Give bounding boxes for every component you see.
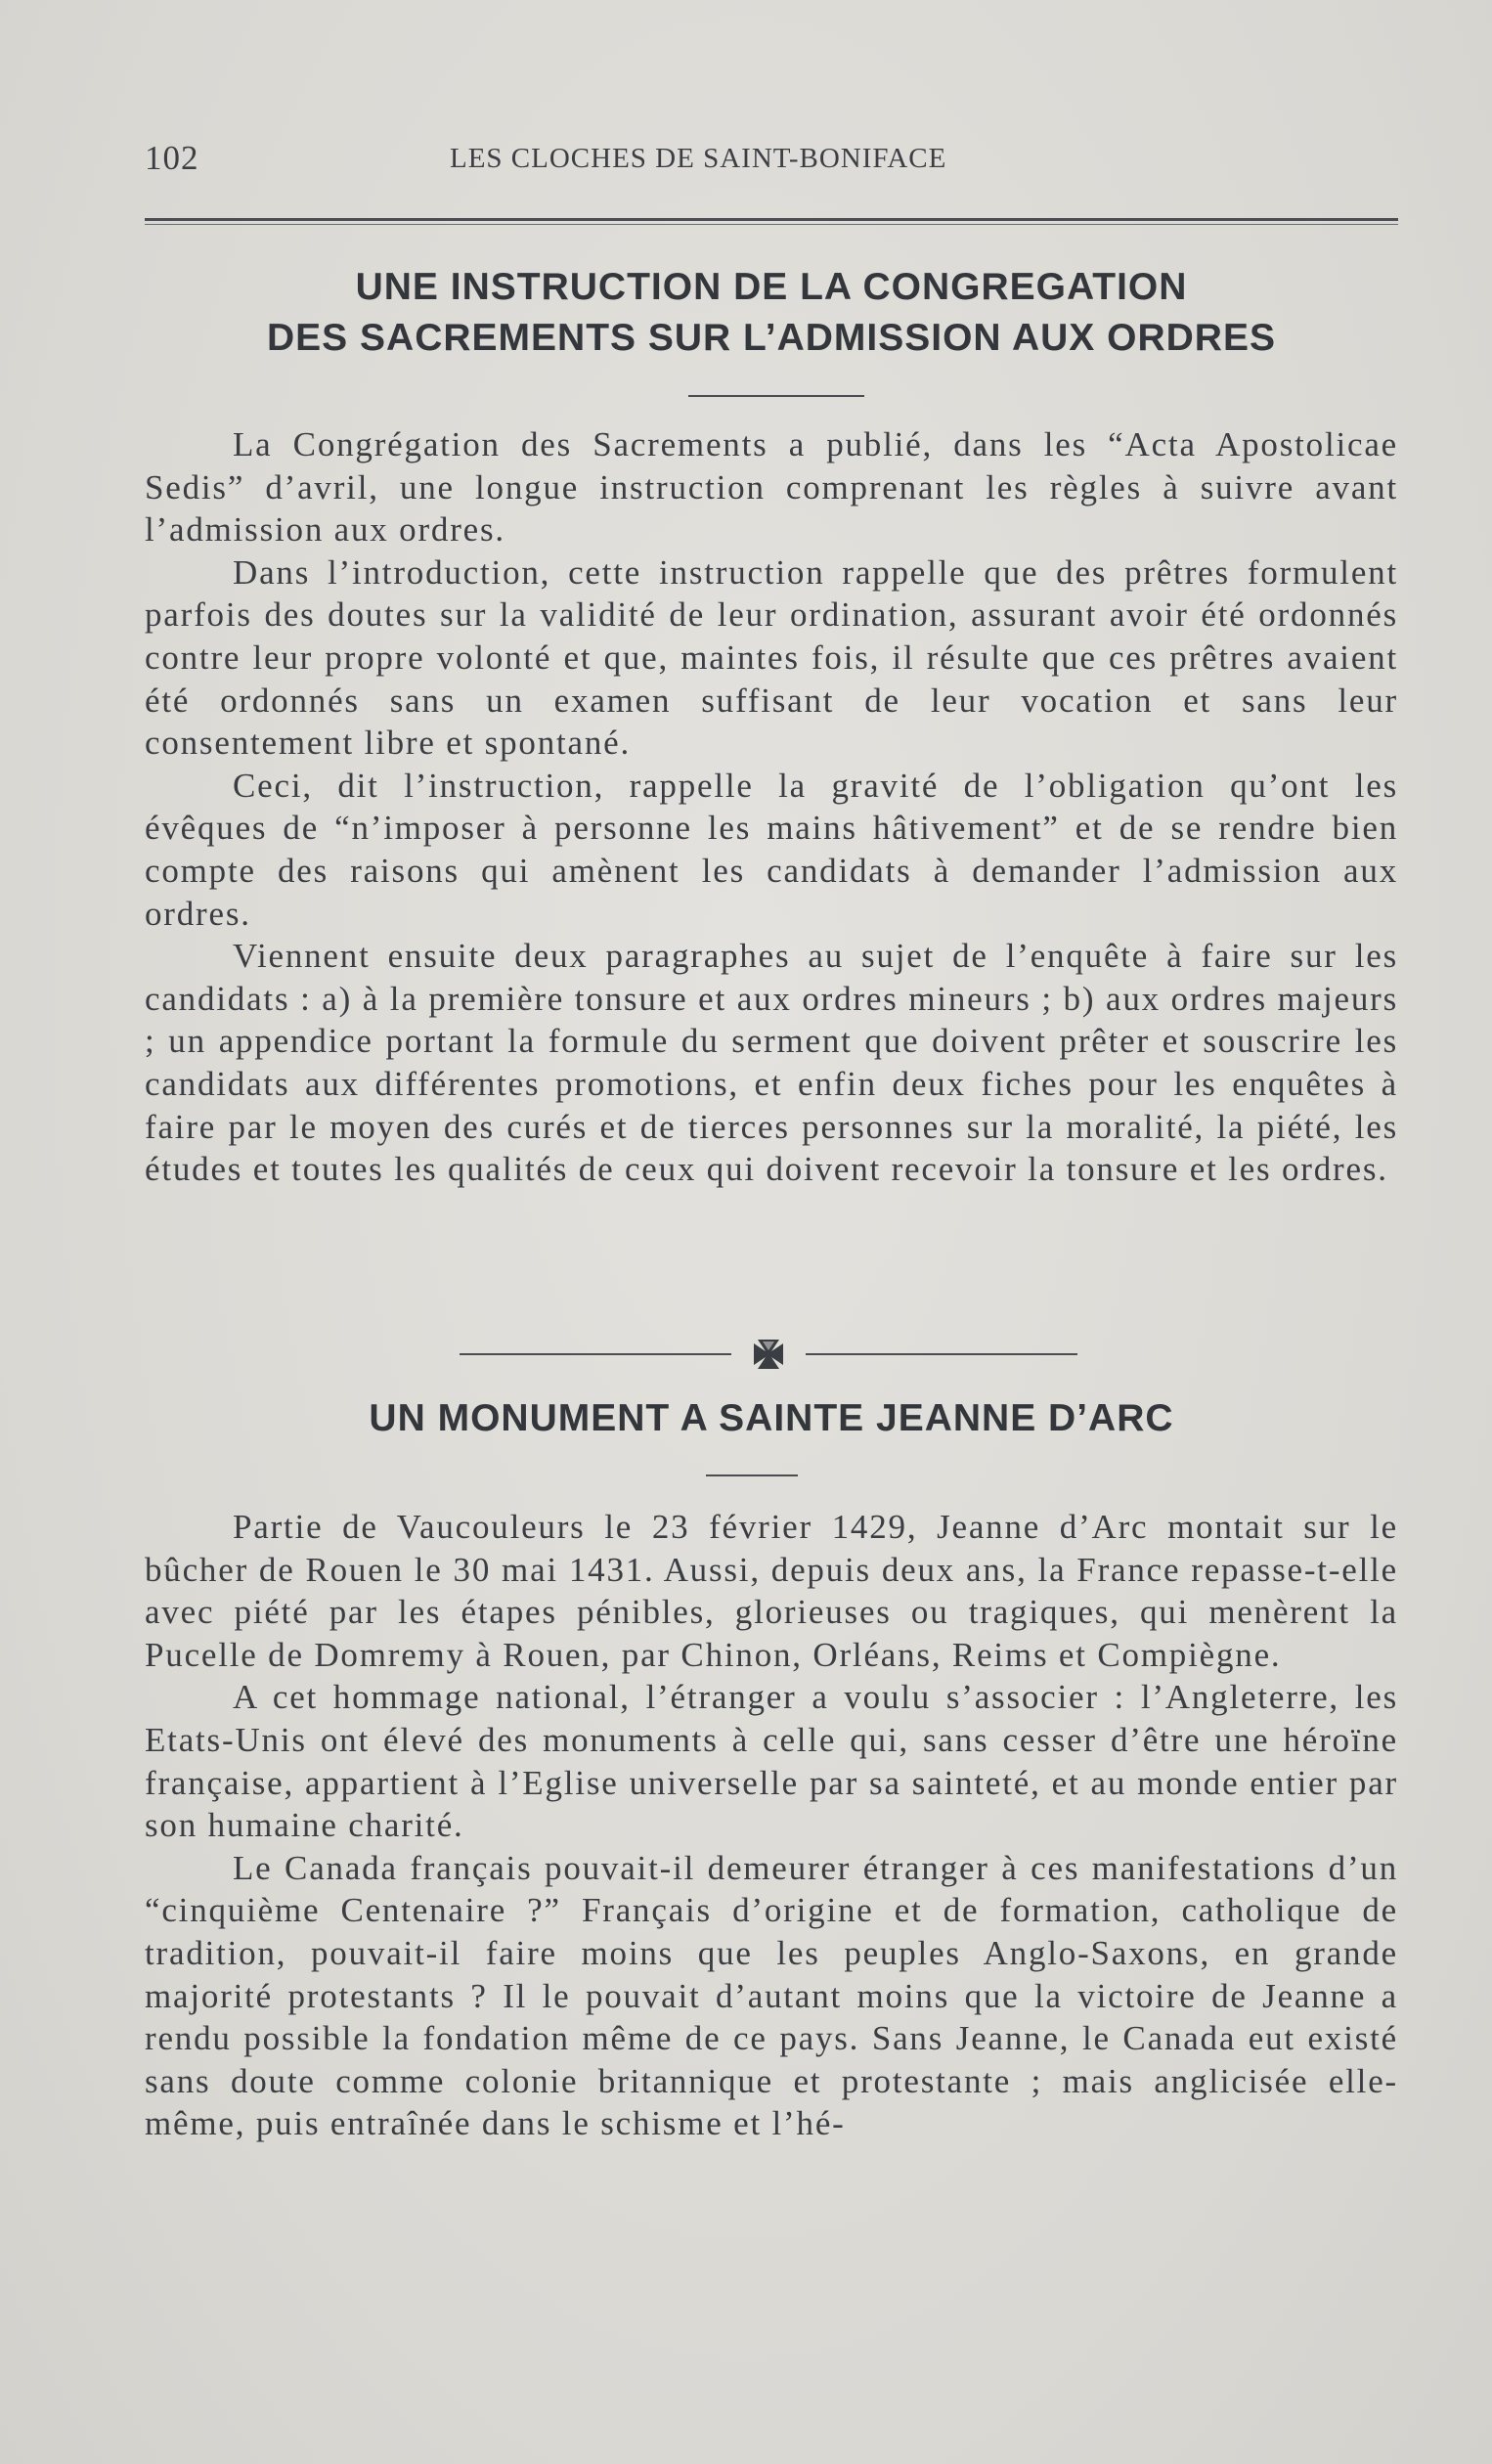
header-rule (145, 218, 1398, 221)
article-1-title-line-2: DES SACREMENTS SUR L’ADMISSION AUX ORDRES (267, 317, 1276, 359)
paragraph: Partie de Vaucouleurs le 23 février 1429, Jeanne d’Arc montait sur le bûcher de Rouen le 30 mai 1431. Aussi, depuis deux ans, la France repasse-t-elle avec piété par les étapes pénibles, glorieuses ou tragiques, qui menèrent la Pucelle de Domremy à Rouen, par Chinon, Orléans, Reims et Compiègne. (145, 1508, 1398, 1674)
article-1-title-line-1: UNE INSTRUCTION DE LA CONGREGATION (355, 266, 1188, 308)
title-rule (706, 1474, 798, 1476)
paragraph: Le Canada français pouvait-il demeurer étranger à ces manifestations d’un “cinquième Centenaire ?” Français d’origine et de formation, catholique de tradition, pouvait-il faire moins que les peuples Anglo-Saxons, en grande majorité protestants ? Il le pouvait d’autant moins que la victoire de Jeanne a rendu possible la fondation même de ce pays. Sans Jeanne, le Canada eut existé sans doute comme colonie britannique et protestante ; mais anglicisée elle-même, puis entraînée dans le schisme et l’hé- (145, 1848, 1398, 2143)
paragraph: Ceci, dit l’instruction, rappelle la gravité de l’obligation qu’ont les évêques de “n’imposer à personne les mains hâtivement” et de se rendre bien compte des raisons qui amènent les candidats à demander l’admission aux ordres. (145, 766, 1398, 933)
separator-line-right (806, 1353, 1077, 1355)
running-head (145, 139, 1398, 188)
title-rule (688, 395, 864, 397)
separator-line-left (460, 1353, 731, 1355)
paragraph: Viennent ensuite deux paragraphes au sujet de l’enquête à faire sur les candidats : a) à la première tonsure et aux ordres mineurs ; b) aux ordres majeurs ; un appendice portant la formule du serment que doivent prêter et souscrire les candidats aux différentes promotions, et enfin deux fiches pour les enquêtes à faire par le moyen des curés et de tierces personnes sur la moralité, la piété, les études et toutes les qualités de ceux qui doivent recevoir la tonsure et les ordres. (145, 937, 1398, 1189)
paragraph: Dans l’introduction, cette instruction rappelle que des prêtres formulent parfois des doutes sur la validité de leur ordination, assurant avoir été ordonnés contre leur propre volonté et que, maintes fois, il résulte que ces prêtres avaient été ordonnés sans un examen suffisant de leur vocation et sans leur consentement libre et spontané. (145, 552, 1398, 763)
cross-pattee-icon (751, 1337, 786, 1372)
article-2-body (145, 1506, 1398, 2145)
section-separator (460, 1335, 1077, 1374)
article-1-body (145, 423, 1398, 1191)
paragraph: La Congrégation des Sacrements a publié, dans les “Acta Apostolicae Sedis” d’avril, une longue instruction comprenant les règles à suivre avant l’admission aux ordres. (145, 425, 1398, 550)
page-number: 102 (145, 139, 199, 177)
paragraph: A cet hommage national, l’étranger a voulu s’associer : l’Angleterre, les Etats-Unis ont élevé des monuments à celle qui, sans cesser d’être une héroïne française, appartient à l’Eglise universelle par sa sainteté, et au monde entier par son humaine charité. (145, 1678, 1398, 1845)
article-2-title: UN MONUMENT A SAINTE JEANNE D’ARC (369, 1397, 1174, 1439)
header-rule-thin (145, 224, 1398, 225)
journal-title: LES CLOCHES DE SAINT-BONIFACE (450, 143, 947, 174)
article-1-title (145, 262, 1398, 364)
